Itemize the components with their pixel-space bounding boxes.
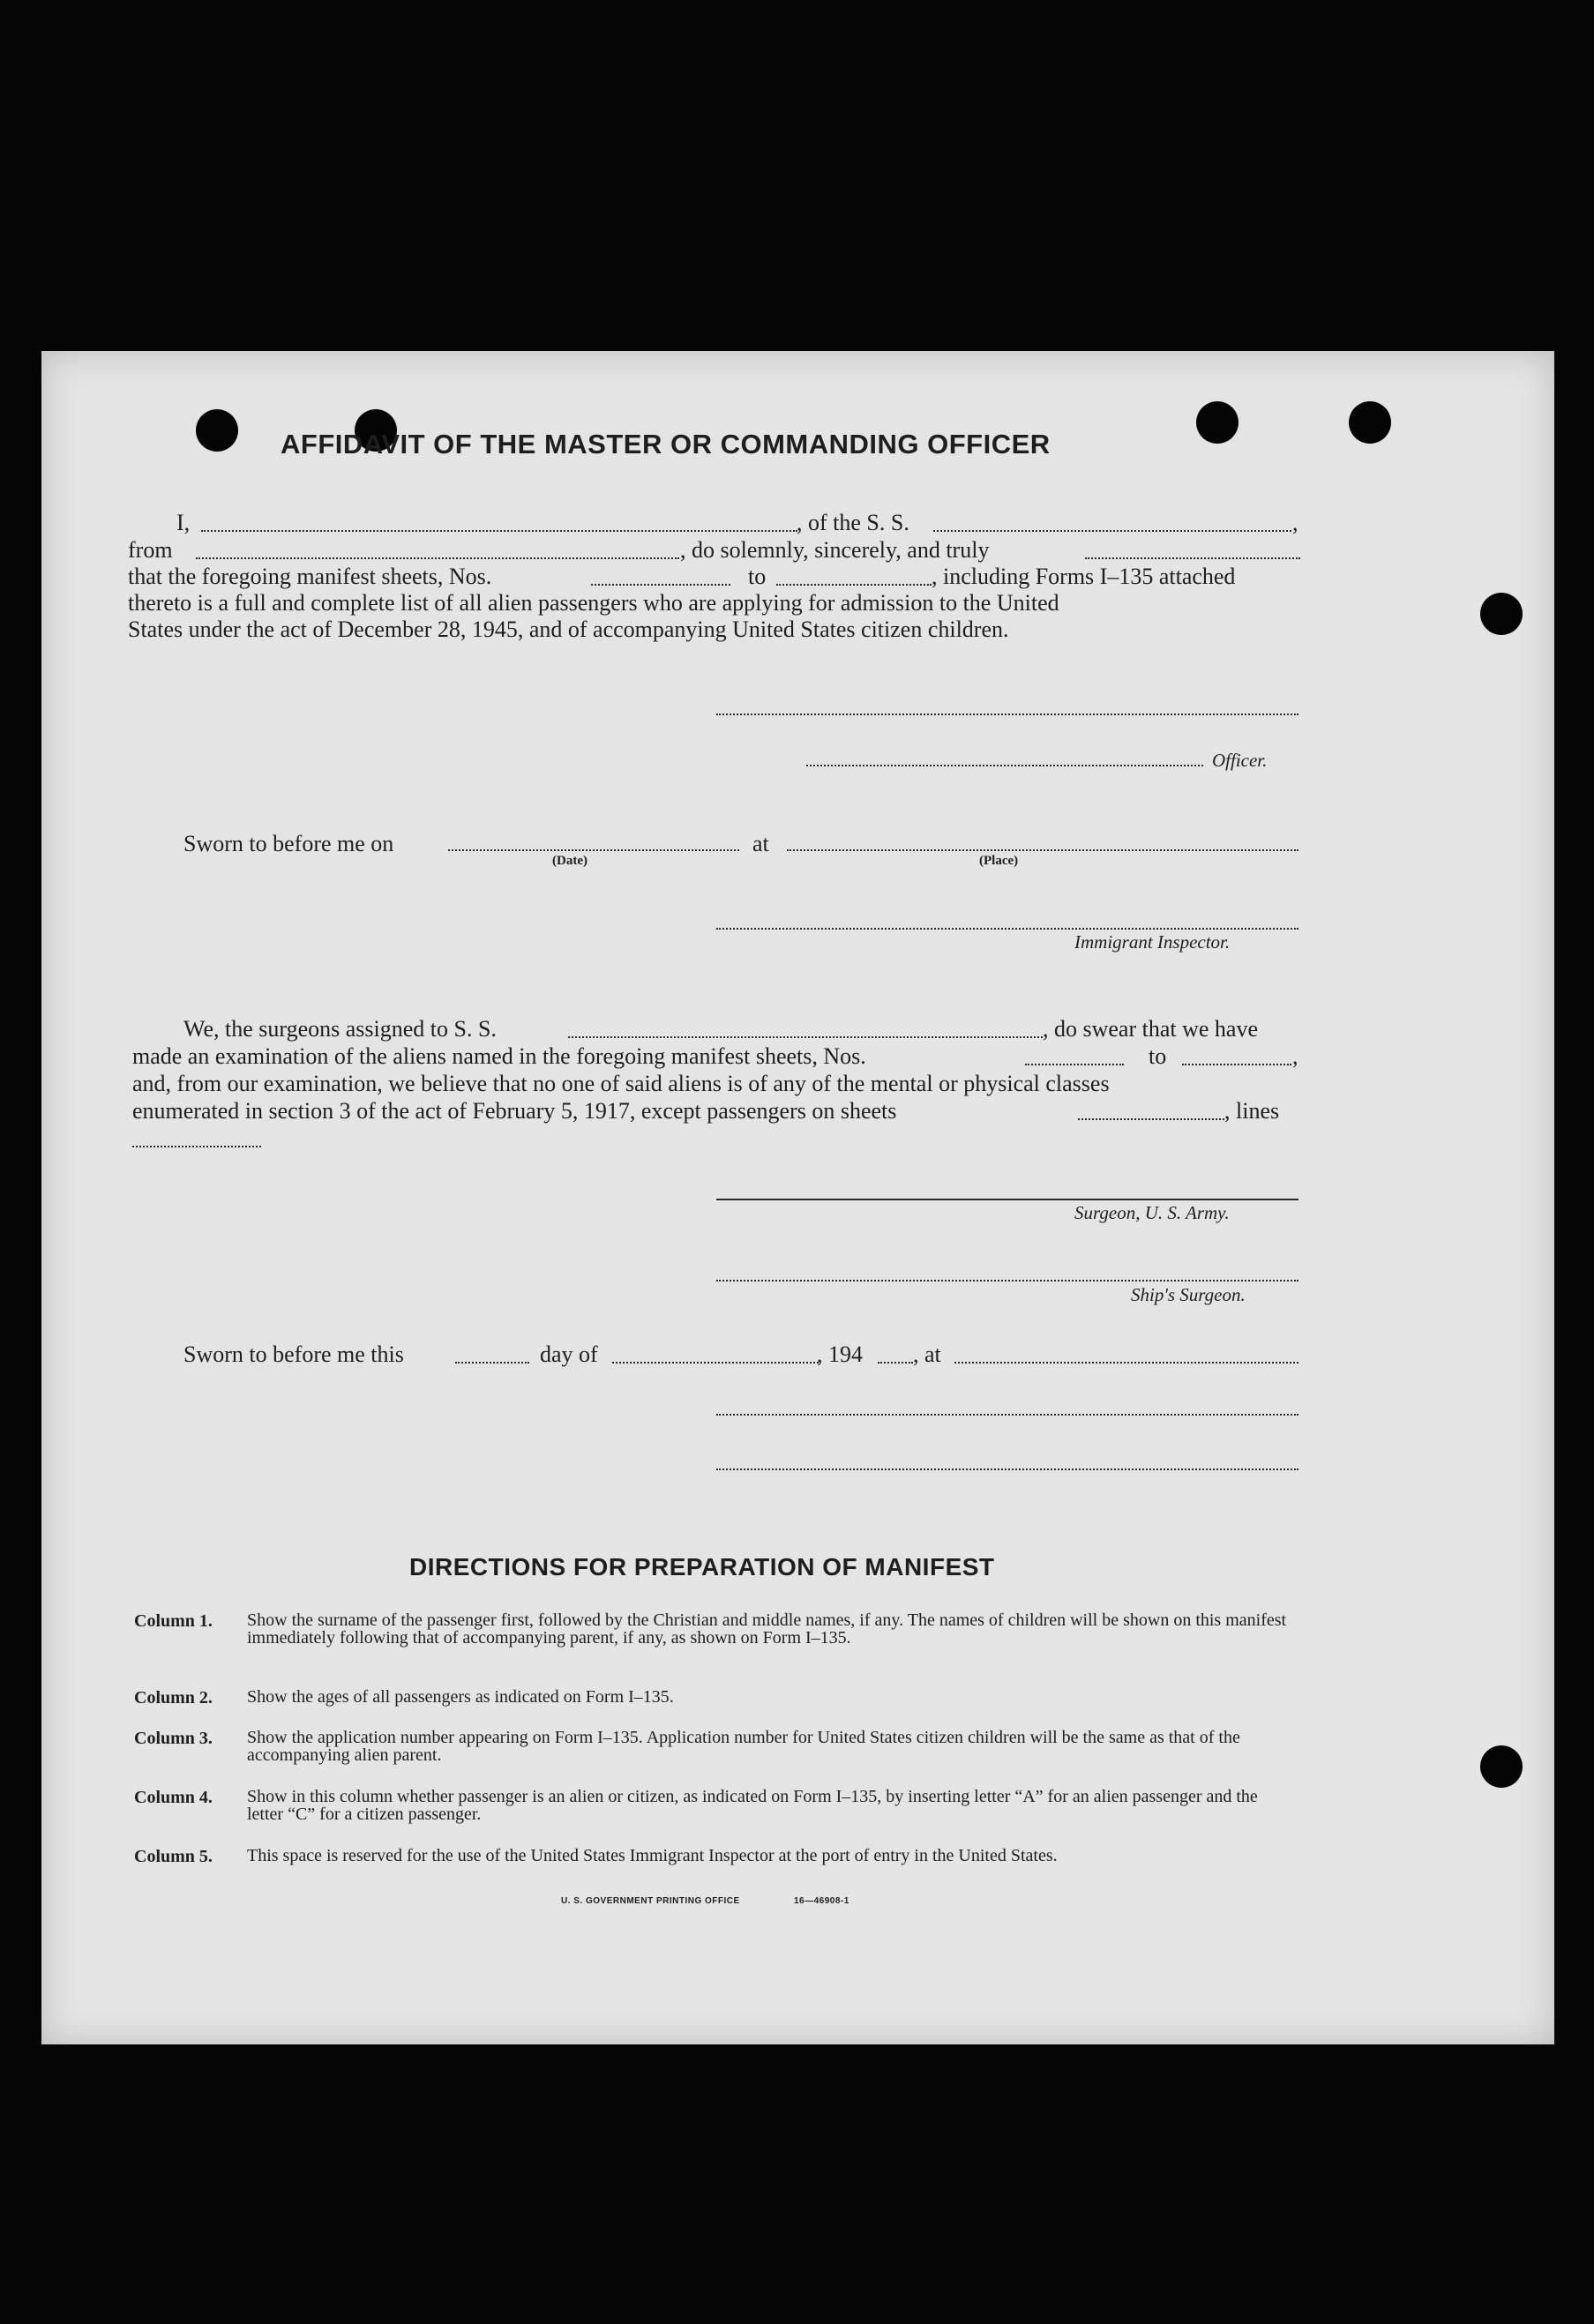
sheet-from-field[interactable] bbox=[591, 584, 730, 586]
affidavit-from: from bbox=[128, 537, 173, 563]
surgeons-comma: , bbox=[1292, 1043, 1298, 1069]
name-field[interactable] bbox=[201, 530, 797, 532]
surgeons-assigned: We, the surgeons assigned to S. S. bbox=[183, 1016, 497, 1042]
column-3-text: Show the application number appearing on Form I–135. Application number for United States citizen children will be the same as that of the accompanying alien parent. bbox=[247, 1728, 1240, 1765]
solemnly-field[interactable] bbox=[1085, 557, 1300, 559]
except-sheets-field[interactable] bbox=[1078, 1118, 1224, 1120]
affidavit-title: AFFIDAVIT OF THE MASTER OR COMMANDING OFFICER bbox=[281, 429, 1051, 460]
from-field[interactable] bbox=[196, 557, 679, 559]
sheet-to-field[interactable] bbox=[776, 584, 932, 586]
directions-title: DIRECTIONS FOR PREPARATION OF MANIFEST bbox=[409, 1553, 995, 1580]
army-surgeon-signature-line[interactable] bbox=[716, 1199, 1298, 1200]
affidavit-including: , including Forms I–135 attached bbox=[932, 564, 1236, 589]
column-4-text: Show in this column whether passenger is an alien or citizen, as indicated on Form I–135, by inserting letter “A” for an alien passenger and the letter “C” for a citizen passenger. bbox=[247, 1787, 1258, 1824]
day-of: day of bbox=[540, 1341, 598, 1367]
army-surgeon-label: Surgeon, U. S. Army. bbox=[1074, 1202, 1230, 1223]
column-5-text: This space is reserved for the use of the United States Immigrant Inspector at the port of entry in the United States. bbox=[247, 1846, 1058, 1865]
master-signature-line[interactable] bbox=[716, 714, 1298, 715]
ships-surgeon-signature-line[interactable] bbox=[716, 1280, 1298, 1282]
surgeons-to: to bbox=[1149, 1043, 1167, 1069]
sworn-this-place-field[interactable] bbox=[954, 1362, 1298, 1364]
affidavit-line4: thereto is a full and complete list of all alien passengers who are applying for admission to the United bbox=[128, 590, 1059, 616]
inspector-signature-line[interactable] bbox=[716, 928, 1298, 930]
printing-office-footer: U. S. GOVERNMENT PRINTING OFFICE bbox=[561, 1896, 740, 1906]
surgeons-lines: , lines bbox=[1224, 1098, 1280, 1124]
surgeons-examination: made an examination of the aliens named in the foregoing manifest sheets, Nos. bbox=[132, 1043, 866, 1069]
sworn-place-field[interactable] bbox=[787, 849, 1298, 851]
officer-label: Officer. bbox=[1212, 750, 1268, 771]
punch-hole-top-right-2 bbox=[1349, 401, 1391, 444]
sworn-at: at bbox=[752, 831, 769, 856]
punch-hole-right-upper bbox=[1480, 593, 1523, 635]
extra-signature-line-1[interactable] bbox=[716, 1414, 1298, 1416]
ship-name-field[interactable] bbox=[933, 530, 1291, 532]
affidavit-of-ss: , of the S. S. bbox=[797, 510, 909, 535]
officer-signature-line[interactable] bbox=[806, 765, 1203, 766]
punch-hole-right-lower bbox=[1480, 1745, 1523, 1788]
place-caption: (Place) bbox=[979, 854, 1019, 868]
surgeons-line3: and, from our examination, we believe that no one of said aliens is of any of the mental or physical classes bbox=[132, 1071, 1110, 1096]
surgeons-swear: , do swear that we have bbox=[1043, 1016, 1259, 1042]
affidavit-sheets-nos: that the foregoing manifest sheets, Nos. bbox=[128, 564, 492, 589]
surgeon-ship-field[interactable] bbox=[568, 1036, 1043, 1038]
affidavit-line5: States under the act of December 28, 1945, and of accompanying United States citizen children. bbox=[128, 616, 1009, 642]
year-194: , 194 bbox=[817, 1341, 863, 1367]
affidavit-comma: , bbox=[1292, 510, 1298, 535]
lines-field[interactable] bbox=[132, 1146, 261, 1147]
column-2-label: Column 2. bbox=[134, 1688, 213, 1708]
column-3-label: Column 3. bbox=[134, 1729, 213, 1748]
column-5-label: Column 5. bbox=[134, 1847, 213, 1866]
punch-hole-top-left bbox=[196, 409, 238, 452]
sworn-date-field[interactable] bbox=[448, 849, 739, 851]
affidavit-solemnly: , do solemnly, sincerely, and truly bbox=[680, 537, 990, 563]
affidavit-i: I, bbox=[176, 510, 191, 535]
column-4-label: Column 4. bbox=[134, 1788, 213, 1807]
extra-signature-line-2[interactable] bbox=[716, 1468, 1298, 1470]
column-1-text: Show the surname of the passenger first, followed by the Christian and middle names, if any. The names of children will be shown on this manifest immediately following that of accompanying parent, if any, as shown on Form I–135. bbox=[247, 1610, 1287, 1648]
column-1-label: Column 1. bbox=[134, 1611, 213, 1631]
sworn-this: Sworn to before me this bbox=[183, 1341, 404, 1367]
column-2-text: Show the ages of all passengers as indicated on Form I–135. bbox=[247, 1687, 674, 1707]
form-number-footer: 16—46908-1 bbox=[794, 1896, 849, 1906]
sworn-this-at: , at bbox=[913, 1341, 941, 1367]
day-field[interactable] bbox=[455, 1362, 529, 1364]
month-field[interactable] bbox=[612, 1362, 819, 1364]
affidavit-to: to bbox=[748, 564, 767, 589]
exam-sheet-to-field[interactable] bbox=[1182, 1064, 1291, 1065]
inspector-label: Immigrant Inspector. bbox=[1074, 931, 1231, 953]
sworn-before-on: Sworn to before me on bbox=[183, 831, 394, 856]
exam-sheet-from-field[interactable] bbox=[1025, 1064, 1124, 1065]
year-field[interactable] bbox=[878, 1362, 913, 1364]
punch-hole-top-right bbox=[1196, 401, 1239, 444]
surgeons-enumerated: enumerated in section 3 of the act of February 5, 1917, except passengers on sheets bbox=[132, 1098, 897, 1124]
ships-surgeon-label: Ship's Surgeon. bbox=[1131, 1284, 1246, 1305]
date-caption: (Date) bbox=[552, 854, 587, 868]
